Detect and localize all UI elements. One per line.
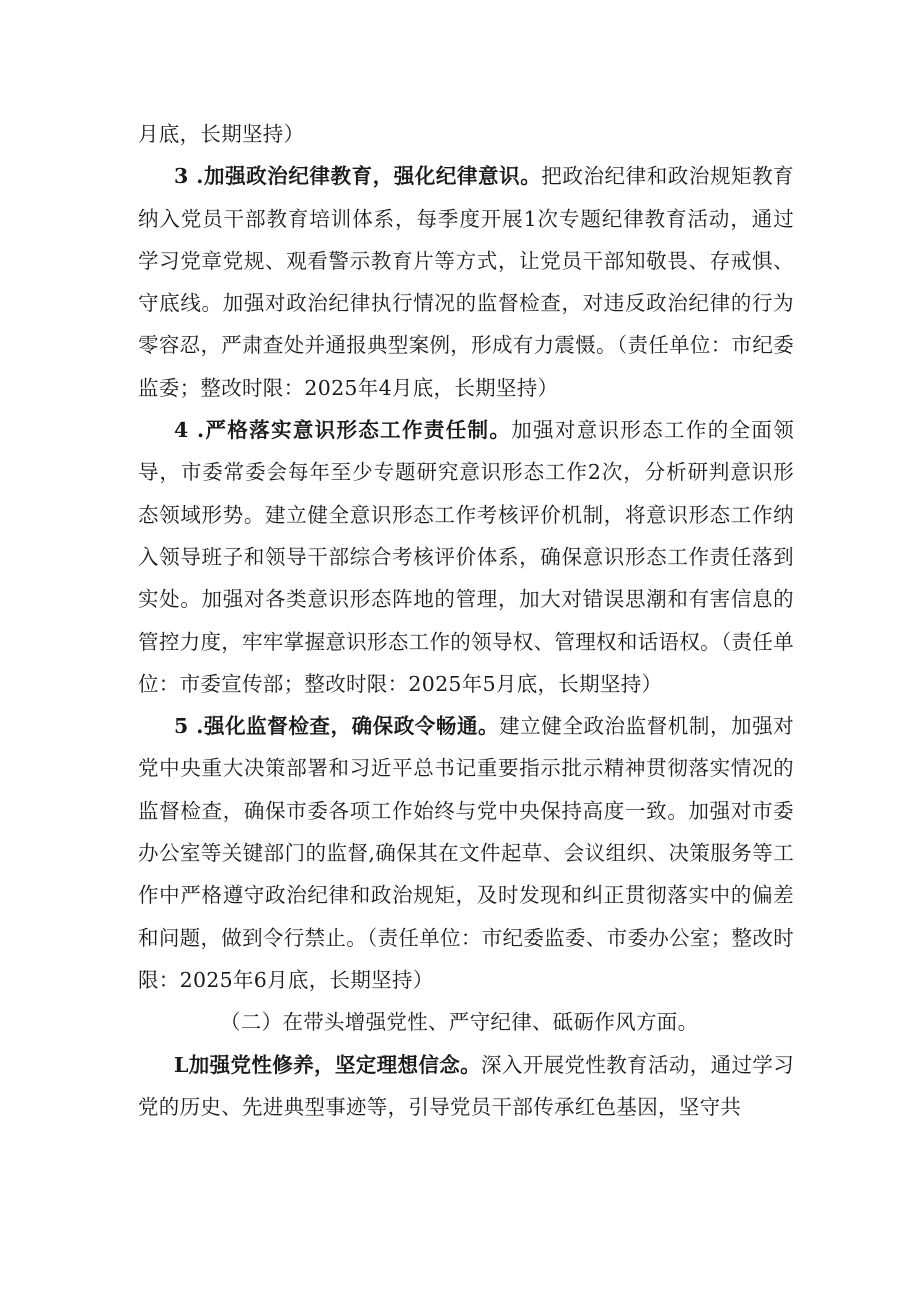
section-heading [138,1001,794,1043]
paragraph-item-1 [138,1044,794,1129]
paragraph-text: 加强对意识形态工作的全面领导，市委常委会每年至少专题研究意识形态工作2次，分析研判意识形态领域形势。建立健全意识形态工作考核评价机制，将意识形态工作纳入领导班子和领导干部综合考核评价体系，确保意识形态工作责任落到实处。加强对各类意识形态阵地的管理，加大对错误思潮和有害信息的管控力度，牢牢掌握意识形态工作的领导权、管理权和话语权。（责任单位：市委宣传部；整改时限：2025年5月底，长期坚持） [138,418,794,696]
section-heading-text: （二）在带头增强党性、严守纪律、砥砺作风方面。 [220,1010,699,1035]
paragraph-text: 建立健全政治监督机制，加强对党中央重大决策部署和习近平总书记重要指示批示精神贯彻落实情况的监督检查，确保市委各项工作始终与党中央保持高度一致。加强对市委办公室等关键部门的监督,确保其在文件起草、会议组织、决策服务等工作中严格遵守政治纪律和政治规矩，及时发现和纠正贯彻落实中的偏差和问题，做到令行禁止。（责任单位：市纪委监委、市委办公室；整改时限：2025年6月底，长期坚持） [138,714,794,992]
paragraph-heading: 5 .强化监督检查，确保政令畅通。 [174,714,500,739]
paragraph-item-4 [138,409,794,705]
paragraph-text: 把政治纪律和政治规矩教育纳入党员干部教育培训体系，每季度开展1次专题纪律教育活动，通过学习党章党规、观看警示教育片等方式，让党员干部知敬畏、存戒惧、守底线。加强对政治纪律执行情况的监督检查，对违反政治纪律的行为零容忍，严肃查处并通报典型案例，形成有力震慑。（责任单位：市纪委监委；整改时限：2025年4月底，长期坚持） [138,164,794,400]
paragraph-item-3 [138,155,794,409]
paragraph-continuation [138,113,794,155]
document-body [138,113,794,1128]
paragraph-heading: L加强党性修养，坚定理想信念。 [174,1052,481,1077]
paragraph-heading: 4 .严格落实意识形态工作责任制。 [174,418,512,443]
paragraph-text: 月底，长期坚持） [138,122,305,146]
paragraph-heading: 3 .加强政治纪律教育，强化纪律意识。 [174,164,542,189]
paragraph-item-5 [138,705,794,1001]
paragraph-text: 深入开展党性教育活动，通过学习党的历史、先进典型事迹等，引导党员干部传承红色基因，坚守共 [138,1052,795,1119]
